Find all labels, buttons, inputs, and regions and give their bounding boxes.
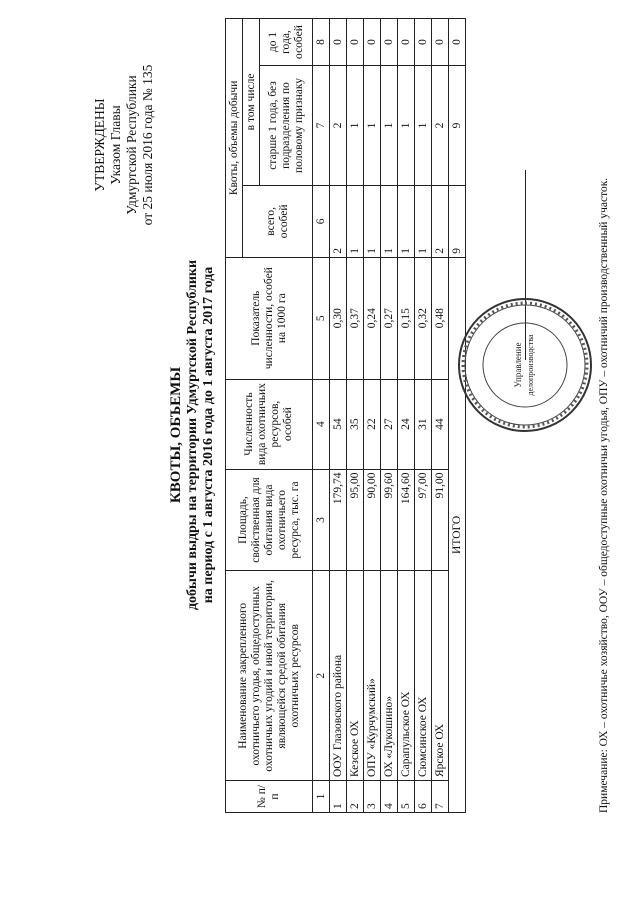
row-total: 1 xyxy=(381,185,398,257)
row-num: 3 xyxy=(364,781,381,813)
row-population: 35 xyxy=(347,379,364,469)
row-area: 95,00 xyxy=(347,469,364,571)
row-older: 1 xyxy=(415,66,432,186)
stamp-text: делопроизводства xyxy=(526,334,535,396)
header-num: № п/п xyxy=(226,781,313,813)
header-density: Показатель численности, особей на 1000 га xyxy=(226,257,313,379)
row-older: 2 xyxy=(432,66,449,186)
row-density: 0,37 xyxy=(347,257,364,379)
row-num: 4 xyxy=(381,781,398,813)
row-younger: 0 xyxy=(330,19,347,66)
official-stamp xyxy=(455,295,595,435)
approval-line: Указом Главы xyxy=(108,105,123,185)
col-number: 8 xyxy=(313,19,330,66)
row-density: 0,24 xyxy=(364,257,381,379)
row-name: ОХ «Лукошино» xyxy=(381,571,398,781)
row-total: 2 xyxy=(330,185,347,257)
row-num: 1 xyxy=(330,781,347,813)
row-population: 27 xyxy=(381,379,398,469)
table-row xyxy=(347,19,364,813)
header-total: всего, особей xyxy=(243,185,313,257)
row-younger: 0 xyxy=(415,19,432,66)
row-area: 164,60 xyxy=(398,469,415,571)
row-num: 6 xyxy=(415,781,432,813)
row-population: 44 xyxy=(432,379,449,469)
row-older: 1 xyxy=(364,66,381,186)
row-area: 179,74 xyxy=(330,469,347,571)
col-number: 4 xyxy=(313,379,330,469)
col-number: 6 xyxy=(313,185,330,257)
table-row xyxy=(381,19,398,813)
row-area: 90,00 xyxy=(364,469,381,571)
row-population: 54 xyxy=(330,379,347,469)
header-area: Площадь, свойственная для обитания вида охотничьего ресурса, тыс. га xyxy=(226,469,313,571)
row-younger: 0 xyxy=(381,19,398,66)
title-line: на период с 1 августа 2016 года до 1 августа 2017 года xyxy=(201,266,216,604)
header-quota-group: Квоты, объемы добычи xyxy=(226,19,243,258)
col-number: 3 xyxy=(313,469,330,571)
header-including: в том числе xyxy=(243,19,260,186)
row-population: 31 xyxy=(415,379,432,469)
col-number: 2 xyxy=(313,571,330,781)
title-line: КВОТЫ, ОБЪЕМЫ xyxy=(168,366,184,504)
row-older: 1 xyxy=(381,66,398,186)
row-density: 0,27 xyxy=(381,257,398,379)
stamp-text: Управление xyxy=(513,342,523,388)
table-row xyxy=(415,19,432,813)
title-line: добычи выдры на территории Удмуртской Республики xyxy=(185,259,200,611)
row-area: 97,00 xyxy=(415,469,432,571)
row-num: 7 xyxy=(432,781,449,813)
header-population: Численность вида охотничьих ресурсов, особей xyxy=(226,379,313,469)
header-older: старше 1 года, без подразделения по половому признаку xyxy=(260,66,313,186)
row-num: 2 xyxy=(347,781,364,813)
approval-line: УТВЕРЖДЕНЫ xyxy=(92,98,107,192)
row-younger: 0 xyxy=(398,19,415,66)
row-name: ООУ Глазовского района xyxy=(330,571,347,781)
row-population: 22 xyxy=(364,379,381,469)
col-number: 7 xyxy=(313,66,330,186)
col-number: 5 xyxy=(313,257,330,379)
table-row xyxy=(330,19,347,813)
row-older: 2 xyxy=(330,66,347,186)
row-total: 1 xyxy=(415,185,432,257)
total-older: 9 xyxy=(449,66,466,186)
table-row xyxy=(398,19,415,813)
approval-block xyxy=(92,25,156,265)
table-row xyxy=(364,19,381,813)
row-younger: 0 xyxy=(347,19,364,66)
row-older: 1 xyxy=(347,66,364,186)
row-older: 1 xyxy=(398,66,415,186)
col-number: 1 xyxy=(313,781,330,813)
row-name: Кезское ОХ xyxy=(347,571,364,781)
approval-line: Удмуртской Республики xyxy=(124,75,139,215)
row-density: 0,30 xyxy=(330,257,347,379)
row-name: ОПУ «Курчумский» xyxy=(364,571,381,781)
footnote: Примечание: ОХ – охотничье хозяйство, ООУ – общедоступные охотничьи угодья, ОПУ – охотничий производственный участок. xyxy=(598,177,610,813)
row-total: 1 xyxy=(364,185,381,257)
row-name: Сюмсинское ОХ xyxy=(415,571,432,781)
header-name: Наименование закрепленного охотничьего угодья, общедоступных охотничьих угодий и иной территории, являющейся средой обитания охотничьих ресурсов xyxy=(226,571,313,781)
row-population: 24 xyxy=(398,379,415,469)
row-area: 99,60 xyxy=(381,469,398,571)
row-name: Сарапульское ОХ xyxy=(398,571,415,781)
row-density: 0,32 xyxy=(415,257,432,379)
header-younger: до 1 года, особей xyxy=(260,19,313,66)
row-younger: 0 xyxy=(432,19,449,66)
row-area: 91,00 xyxy=(432,469,449,571)
column-number-row xyxy=(313,19,330,813)
row-name: Ярское ОХ xyxy=(432,571,449,781)
total-label: ИТОГО xyxy=(449,257,466,812)
total-count: 9 xyxy=(449,185,466,257)
row-density: 0,48 xyxy=(432,257,449,379)
approval-line: от 25 июля 2016 года № 135 xyxy=(140,64,155,226)
row-density: 0,15 xyxy=(398,257,415,379)
document-title xyxy=(168,115,217,755)
row-younger: 0 xyxy=(364,19,381,66)
row-total: 1 xyxy=(347,185,364,257)
total-younger: 0 xyxy=(449,19,466,66)
row-num: 5 xyxy=(398,781,415,813)
table-row xyxy=(432,19,449,813)
row-total: 2 xyxy=(432,185,449,257)
quota-table xyxy=(225,18,466,813)
row-total: 1 xyxy=(398,185,415,257)
